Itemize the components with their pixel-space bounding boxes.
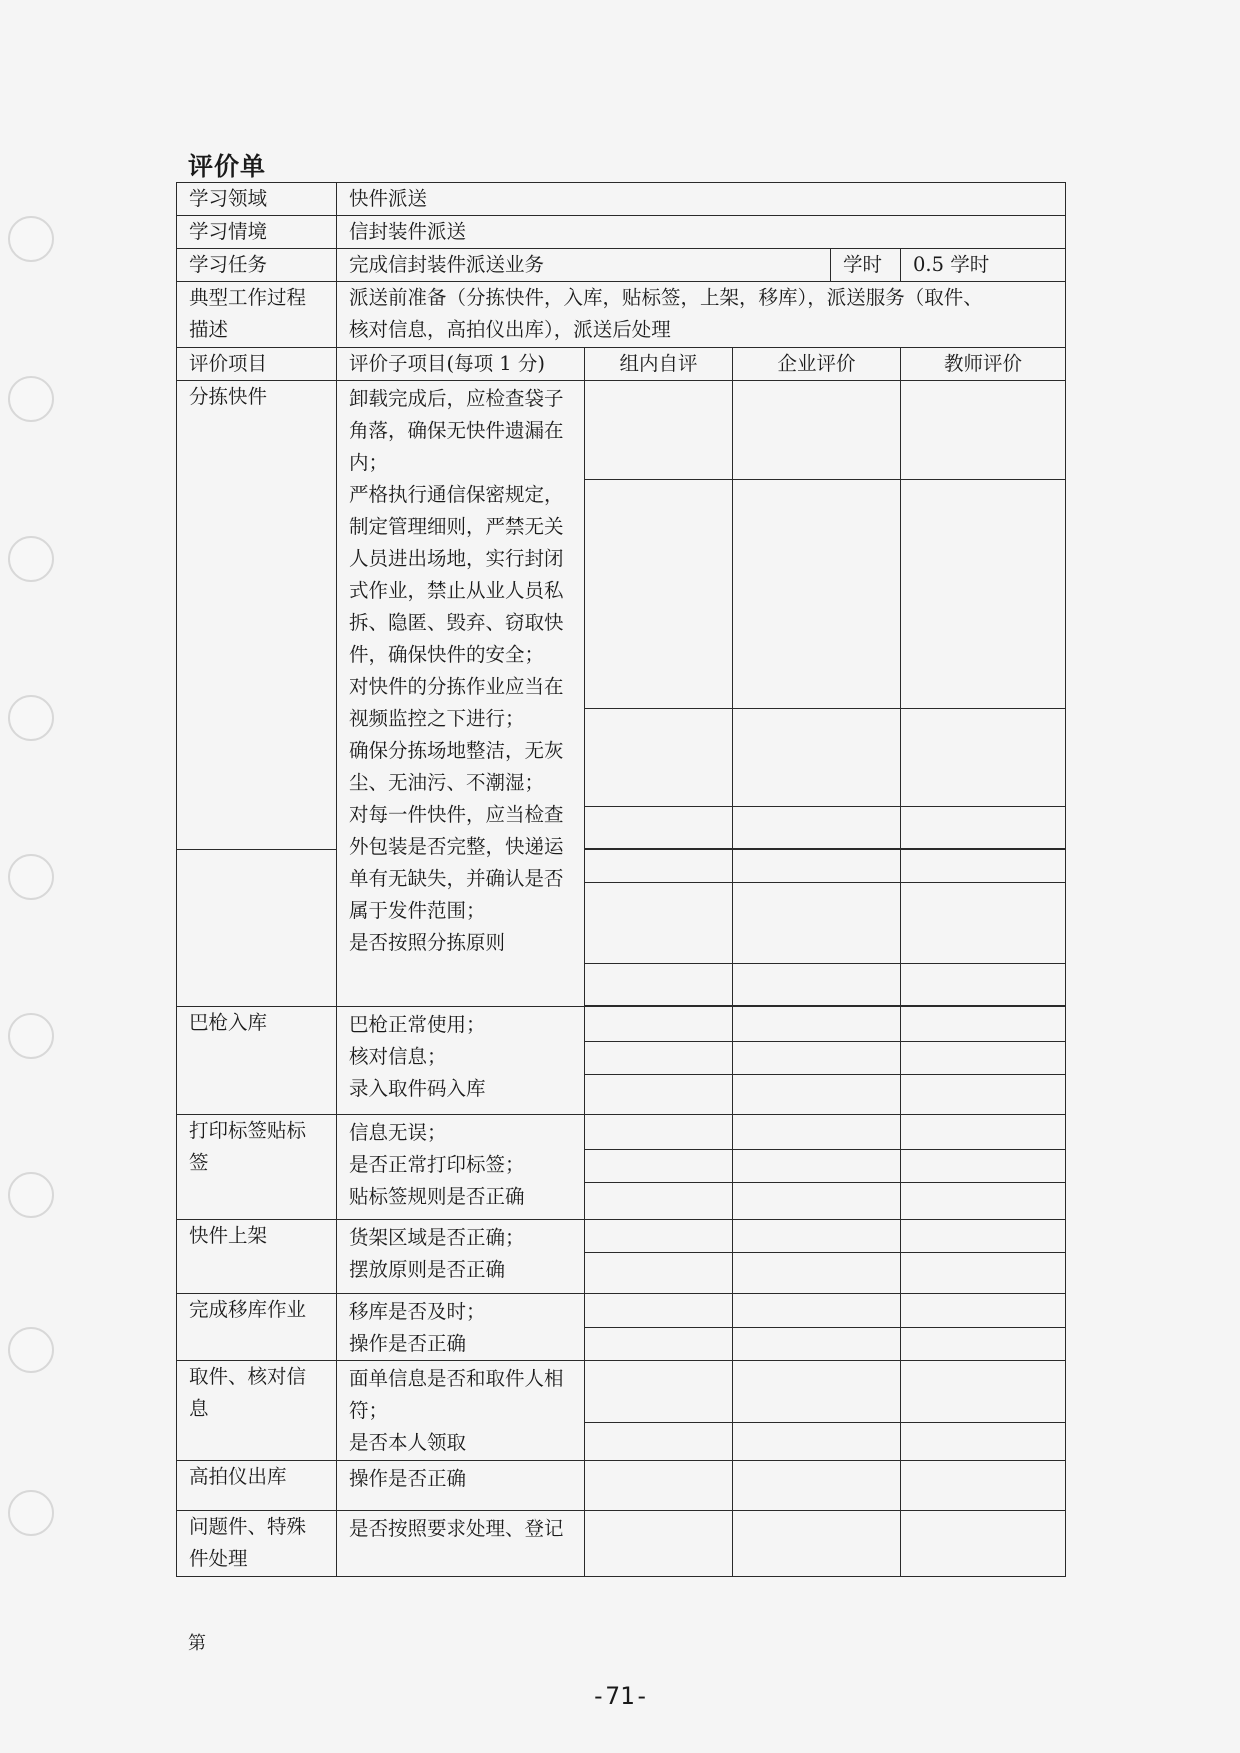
item-name: 问题件、特殊件处理 xyxy=(177,1511,337,1577)
self-score-cell[interactable] xyxy=(585,1423,733,1461)
table-row xyxy=(177,1461,1066,1511)
page-number: -71- xyxy=(591,1682,649,1710)
sub-item-text: 确保分拣场地整洁，无灰尘、无油污、不潮湿； xyxy=(349,739,564,794)
self-score-cell[interactable] xyxy=(585,1253,733,1294)
sub-item-text: 移库是否及时； xyxy=(349,1300,486,1323)
sub-item-text: 是否正常打印标签； xyxy=(349,1153,525,1176)
table-row xyxy=(177,1361,1066,1423)
info-row-situation xyxy=(177,216,1066,249)
company-score-cell[interactable] xyxy=(733,1294,901,1328)
self-score-cell[interactable] xyxy=(585,1511,733,1577)
self-score-cell[interactable] xyxy=(585,1294,733,1328)
teacher-score-cell[interactable] xyxy=(901,1075,1066,1115)
company-score-cell[interactable] xyxy=(733,709,901,807)
sub-item-text: 摆放原则是否正确 xyxy=(349,1258,506,1281)
page-title: 评价单 xyxy=(188,152,267,181)
teacher-score-cell[interactable] xyxy=(901,1183,1066,1220)
table-row xyxy=(177,1294,1066,1328)
company-score-cell[interactable] xyxy=(733,1042,901,1075)
self-score-cell[interactable] xyxy=(585,1115,733,1150)
table-row xyxy=(177,1220,1066,1253)
teacher-score-cell[interactable] xyxy=(901,1115,1066,1150)
company-score-cell[interactable] xyxy=(733,964,901,1006)
sub-item-list xyxy=(337,1511,585,1577)
sub-item-text: 核对信息； xyxy=(349,1045,447,1068)
teacher-score-cell[interactable] xyxy=(901,709,1066,807)
table-row xyxy=(177,1511,1066,1577)
evaluation-table xyxy=(176,182,1066,1577)
process-value-line: 核对信息，高拍仪出库），派送后处理 xyxy=(349,318,671,341)
sub-item-list xyxy=(337,1220,585,1294)
teacher-score-cell[interactable] xyxy=(901,1511,1066,1577)
learning-area-value: 快件派送 xyxy=(337,183,1066,216)
company-score-cell[interactable] xyxy=(733,1183,901,1220)
company-score-cell[interactable] xyxy=(733,1150,901,1183)
teacher-score-cell[interactable] xyxy=(901,1423,1066,1461)
company-score-cell[interactable] xyxy=(733,807,901,849)
self-score-cell[interactable] xyxy=(585,381,733,480)
sub-item-list xyxy=(337,1007,585,1115)
self-score-cell[interactable] xyxy=(585,1461,733,1511)
sub-item-text: 对快件的分拣作业应当在视频监控之下进行； xyxy=(349,675,564,730)
info-row-process xyxy=(177,282,1066,348)
sub-item-text: 对每一件快件，应当检查外包装是否完整，快递运单有无缺失，并确认是否属于发件范围； xyxy=(349,803,564,922)
teacher-score-cell[interactable] xyxy=(901,480,1066,709)
binder-hole xyxy=(8,216,54,262)
sub-item-text: 录入取件码入库 xyxy=(349,1077,486,1100)
company-score-cell[interactable] xyxy=(733,480,901,709)
table-row xyxy=(177,1115,1066,1150)
binder-hole xyxy=(8,1327,54,1373)
binder-hole xyxy=(8,695,54,741)
sub-item-text: 操作是否正确 xyxy=(349,1467,467,1490)
company-score-cell[interactable] xyxy=(733,1511,901,1577)
sub-item-list xyxy=(337,381,585,1007)
header-self-evaluation: 组内自评 xyxy=(585,348,733,381)
teacher-score-cell[interactable] xyxy=(901,1150,1066,1183)
self-score-cell[interactable] xyxy=(585,964,733,1006)
table-row xyxy=(177,1007,1066,1042)
teacher-score-cell[interactable] xyxy=(901,964,1066,1006)
company-score-cell[interactable] xyxy=(733,1007,901,1042)
sub-item-text: 是否本人领取 xyxy=(349,1431,467,1454)
self-score-cell[interactable] xyxy=(585,1361,733,1423)
company-score-cell[interactable] xyxy=(733,1327,901,1361)
task-label: 学习任务 xyxy=(177,249,337,282)
self-score-cell[interactable] xyxy=(585,709,733,807)
binder-hole xyxy=(8,1172,54,1218)
table-row xyxy=(177,850,1066,883)
company-score-cell[interactable] xyxy=(733,1361,901,1423)
teacher-score-cell[interactable] xyxy=(901,381,1066,480)
teacher-score-cell[interactable] xyxy=(901,1220,1066,1253)
teacher-score-cell[interactable] xyxy=(901,1007,1066,1042)
binder-hole xyxy=(8,854,54,900)
header-teacher-evaluation: 教师评价 xyxy=(901,348,1066,381)
item-name: 高拍仪出库 xyxy=(177,1461,337,1511)
item-name: 打印标签贴标签 xyxy=(177,1115,337,1220)
self-score-cell[interactable] xyxy=(585,883,733,964)
self-score-cell[interactable] xyxy=(585,1183,733,1220)
self-score-cell[interactable] xyxy=(585,807,733,849)
item-name: 快件上架 xyxy=(177,1220,337,1294)
company-score-cell[interactable] xyxy=(733,1253,901,1294)
sub-item-list xyxy=(337,1461,585,1511)
task-value: 完成信封装件派送业务 xyxy=(337,249,831,282)
teacher-score-cell[interactable] xyxy=(901,1042,1066,1075)
sub-item-text: 贴标签规则是否正确 xyxy=(349,1185,525,1208)
process-label: 典型工作过程描述 xyxy=(177,282,337,348)
company-score-cell[interactable] xyxy=(733,1075,901,1115)
teacher-score-cell[interactable] xyxy=(901,1294,1066,1328)
binder-hole xyxy=(8,1013,54,1059)
self-score-cell[interactable] xyxy=(585,1075,733,1115)
item-name: 巴枪入库 xyxy=(177,1007,337,1115)
info-row-task xyxy=(177,249,1066,282)
teacher-score-cell[interactable] xyxy=(901,807,1066,849)
sub-item-list xyxy=(337,1361,585,1461)
binder-hole xyxy=(8,536,54,582)
binder-hole xyxy=(8,376,54,422)
header-company-evaluation: 企业评价 xyxy=(733,348,901,381)
self-score-cell[interactable] xyxy=(585,1042,733,1075)
sub-item-text: 严格执行通信保密规定，制定管理细则，严禁无关人员进出场地，实行封闭式作业，禁止从业人员私拆、隐匿、毁弃、窃取快件，确保快件的安全； xyxy=(349,483,564,666)
header-sub-item: 评价子项目(每项 1 分) xyxy=(337,348,585,381)
teacher-score-cell[interactable] xyxy=(901,1361,1066,1423)
item-name: 分拣快件 xyxy=(177,381,337,850)
company-score-cell[interactable] xyxy=(733,1461,901,1511)
sub-item-text: 货架区域是否正确； xyxy=(349,1226,525,1249)
company-score-cell[interactable] xyxy=(733,381,901,480)
self-score-cell[interactable] xyxy=(585,1327,733,1361)
company-score-cell[interactable] xyxy=(733,1423,901,1461)
learning-area-label: 学习领域 xyxy=(177,183,337,216)
company-score-cell[interactable] xyxy=(733,850,901,883)
item-name-empty xyxy=(177,850,337,1007)
process-value-line: 派送前准备（分拣快件，入库，贴标签，上架，移库），派送服务（取件、 xyxy=(349,286,983,309)
sub-item-text: 巴枪正常使用； xyxy=(349,1013,486,1036)
self-score-cell[interactable] xyxy=(585,480,733,709)
self-score-cell[interactable] xyxy=(585,850,733,883)
situation-value: 信封装件派送 xyxy=(337,216,1066,249)
table-row xyxy=(177,381,1066,480)
info-row-learning-area xyxy=(177,183,1066,216)
company-score-cell[interactable] xyxy=(733,1115,901,1150)
sub-item-text: 操作是否正确 xyxy=(349,1332,467,1355)
hours-value: 0.5 学时 xyxy=(901,249,1066,282)
company-score-cell[interactable] xyxy=(733,1220,901,1253)
teacher-score-cell[interactable] xyxy=(901,1327,1066,1361)
situation-label: 学习情境 xyxy=(177,216,337,249)
teacher-score-cell[interactable] xyxy=(901,850,1066,883)
header-item: 评价项目 xyxy=(177,348,337,381)
footer-text: 第 xyxy=(188,1633,206,1654)
sub-item-text: 是否按照分拣原则 xyxy=(349,931,506,954)
hours-label: 学时 xyxy=(831,249,901,282)
item-name: 取件、核对信息 xyxy=(177,1361,337,1461)
sub-item-text: 信息无误； xyxy=(349,1121,447,1144)
company-score-cell[interactable] xyxy=(733,883,901,964)
sub-item-text: 面单信息是否和取件人相符； xyxy=(349,1367,564,1422)
sub-item-text: 是否按照要求处理、登记 xyxy=(349,1517,564,1540)
self-score-cell[interactable] xyxy=(585,1150,733,1183)
sub-item-list xyxy=(337,1294,585,1361)
self-score-cell[interactable] xyxy=(585,1220,733,1253)
teacher-score-cell[interactable] xyxy=(901,1253,1066,1294)
header-row xyxy=(177,348,1066,381)
self-score-cell[interactable] xyxy=(585,1007,733,1042)
item-name: 完成移库作业 xyxy=(177,1294,337,1361)
sub-item-list xyxy=(337,1115,585,1220)
teacher-score-cell[interactable] xyxy=(901,883,1066,964)
sub-item-text: 卸载完成后，应检查袋子角落，确保无快件遗漏在内； xyxy=(349,387,564,474)
teacher-score-cell[interactable] xyxy=(901,1461,1066,1511)
process-value xyxy=(337,282,1066,348)
binder-hole xyxy=(8,1490,54,1536)
